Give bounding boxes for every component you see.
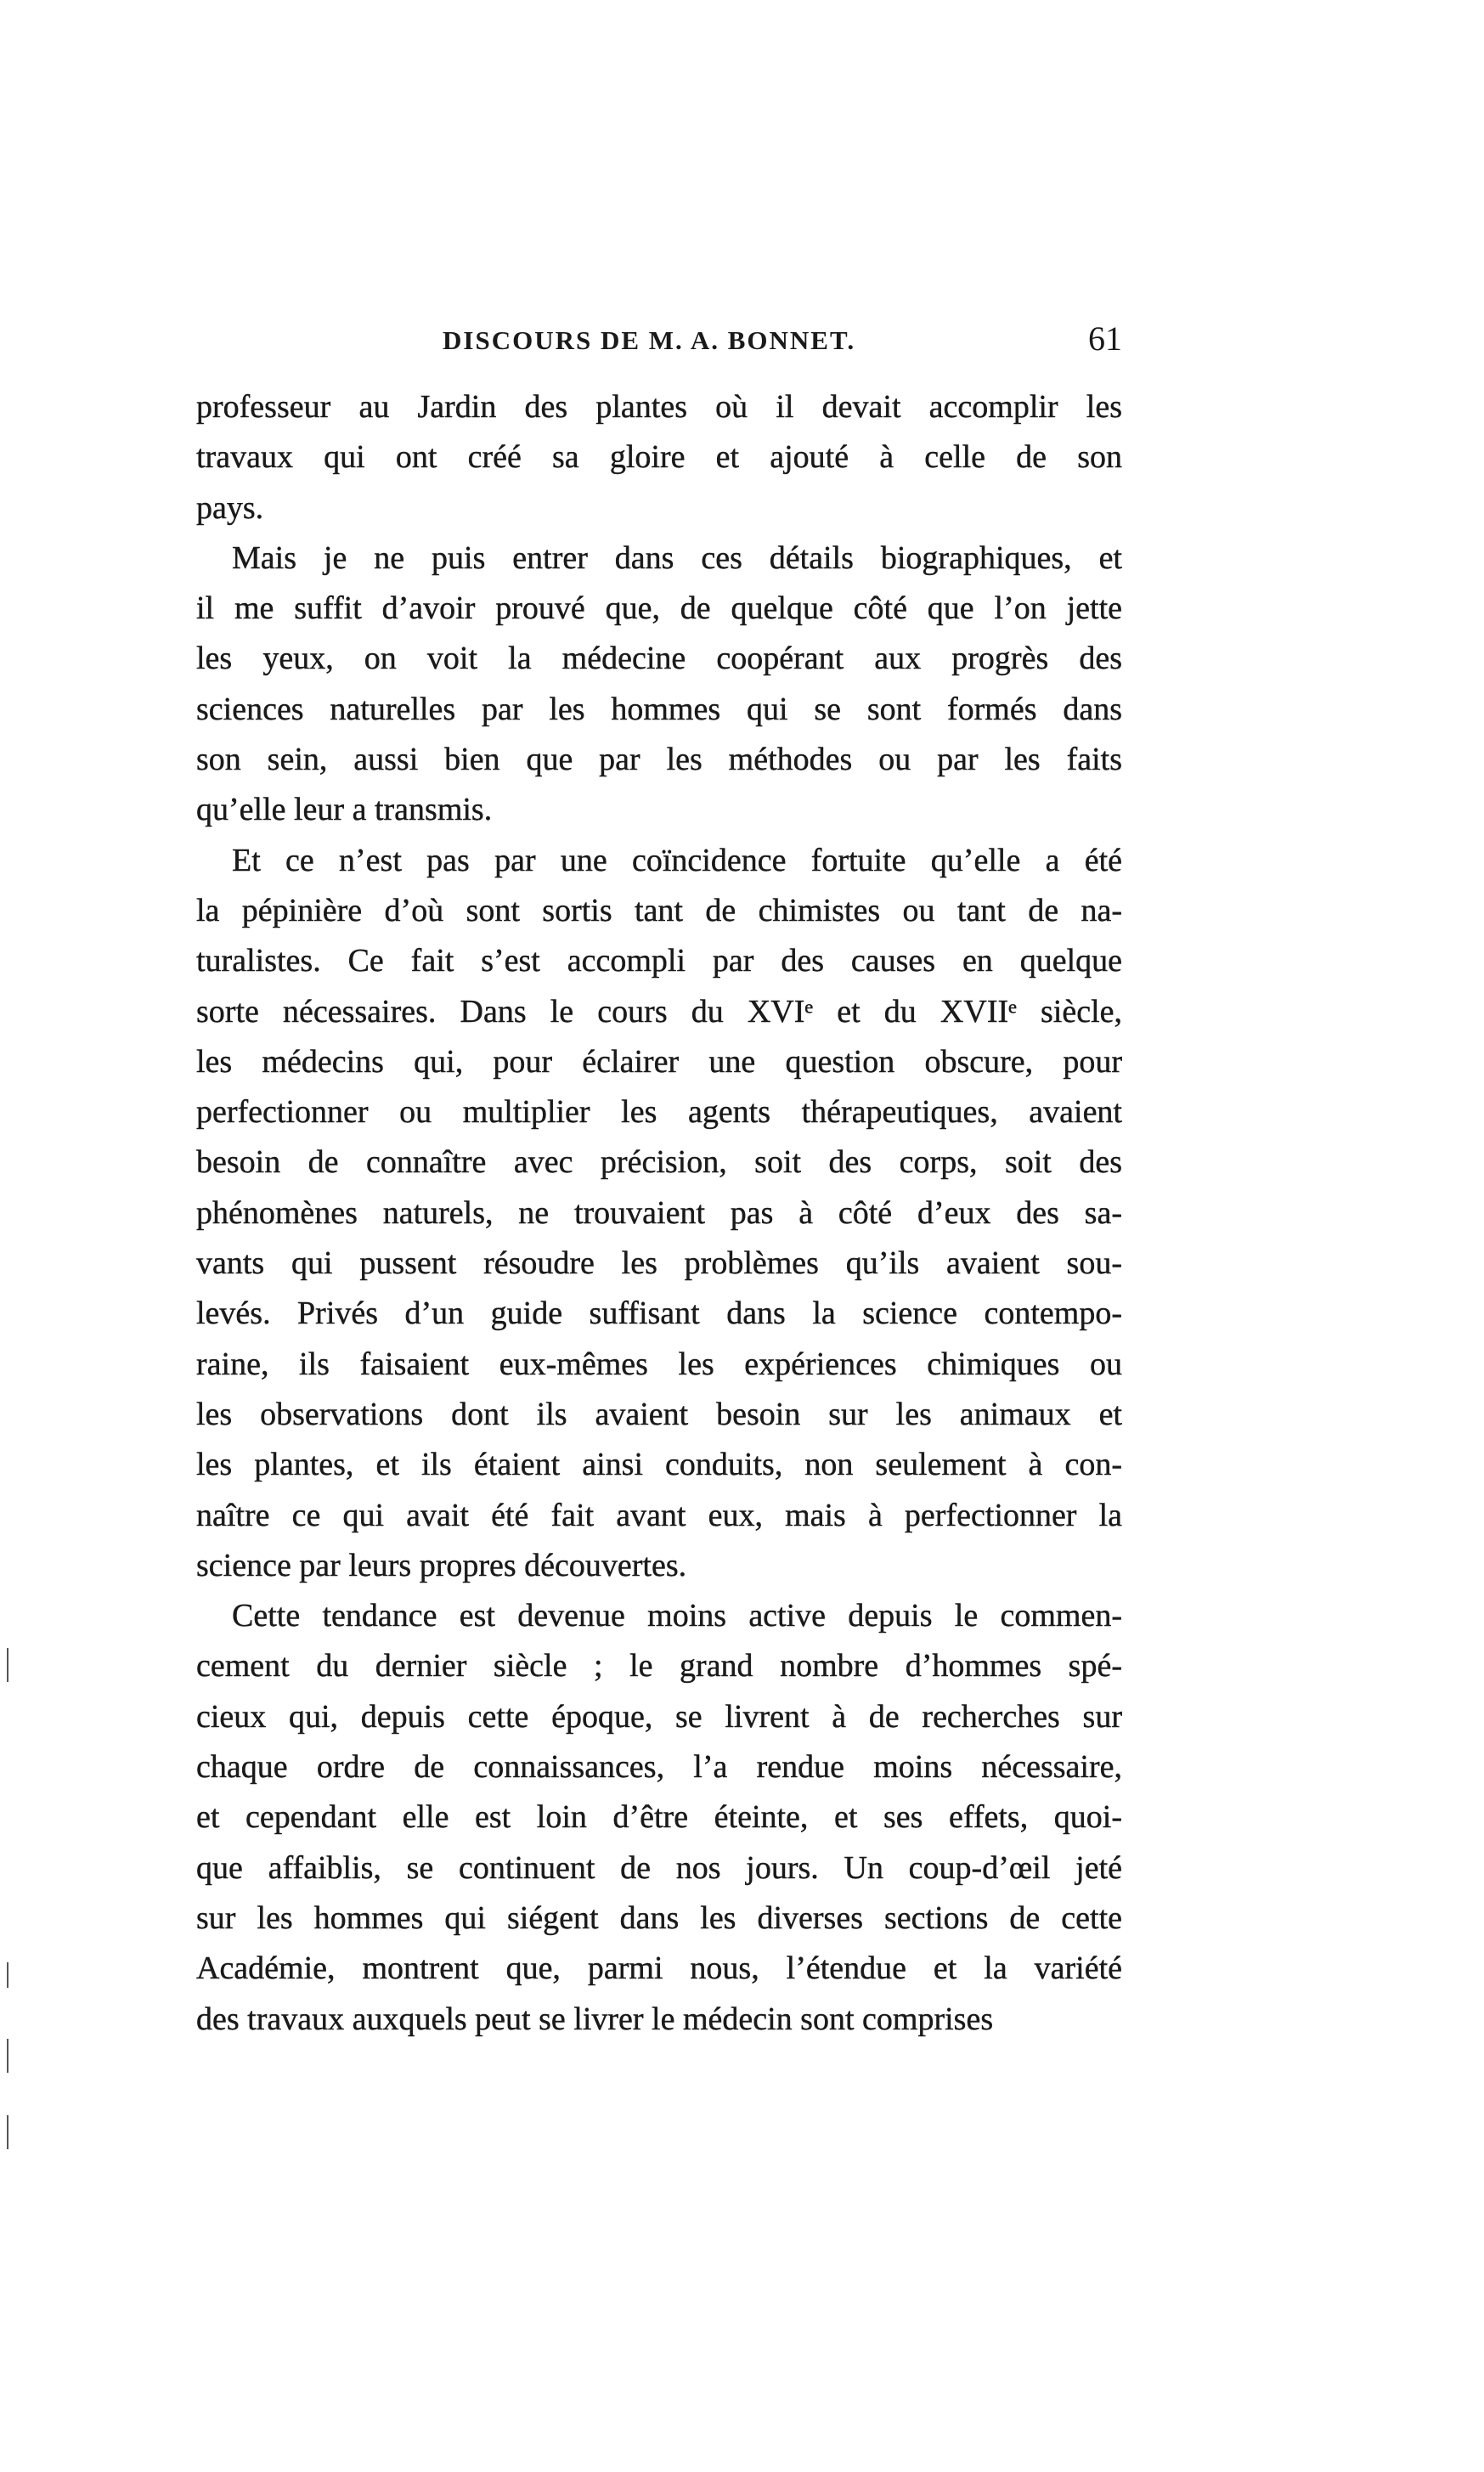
paragraph [196, 836, 1122, 1591]
text-line: Mais je ne puis entrer dans ces détails biographiques, et [232, 539, 1122, 576]
text-line: naître ce qui avait été fait avant eux, mais à perfectionner la [196, 1497, 1122, 1533]
text-line: les yeux, on voit la médecine coopérant aux progrès des [196, 641, 1122, 677]
text-line: et cependant elle est loin d’être éteinte, et ses effets, quoi- [196, 1799, 1122, 1836]
text-line: les médecins qui, pour éclairer une question obscure, pour [196, 1043, 1122, 1080]
body-text [196, 382, 1122, 2045]
text-line: vants qui pussent résoudre les problèmes qu’ils avaient sou- [196, 1245, 1122, 1282]
text-line: sur les hommes qui siégent dans les diverses sections de cette [196, 1899, 1122, 1936]
running-header [196, 319, 1122, 361]
text-line: les observations dont ils avaient besoin sur les animaux et [196, 1396, 1122, 1432]
paragraph [196, 382, 1122, 533]
text-line: cement du dernier siècle ; le grand nombre d’hommes spé- [196, 1648, 1122, 1685]
text-line: cieux qui, depuis cette époque, se livrent à de recherches sur [196, 1698, 1122, 1735]
text-line: Cette tendance est devenue moins active depuis le commen- [232, 1598, 1122, 1634]
paragraph [196, 1591, 1122, 2045]
text-line: sciences naturelles par les hommes qui se sont formés dans [196, 691, 1122, 727]
text-line: des travaux auxquels peut se livrer le médecin sont comprises [196, 2001, 994, 2037]
scan-margin-mark [7, 1648, 8, 1682]
scan-margin-mark [7, 2039, 8, 2073]
text-line: science par leurs propres découvertes. [196, 1547, 687, 1583]
text-line: Académie, montrent que, parmi nous, l’étendue et la variété [196, 1950, 1122, 1987]
page-number: 61 [1088, 319, 1122, 358]
text-line: professeur au Jardin des plantes où il devait accomplir les [196, 389, 1122, 425]
text-line: les plantes, et ils étaient ainsi conduits, non seulement à con- [196, 1447, 1122, 1483]
scan-margin-mark [7, 1962, 8, 1988]
text-line: que affaiblis, se continuent de nos jours. Un coup-d’œil jeté [196, 1849, 1122, 1886]
text-line: turalistes. Ce fait s’est accompli par des causes en quelque [196, 943, 1122, 979]
text-line: Et ce n’est pas par une coïncidence fortuite qu’elle a été [232, 842, 1122, 878]
text-line: phénomènes naturels, ne trouvaient pas à côté d’eux des sa- [196, 1194, 1122, 1231]
text-line: chaque ordre de connaissances, l’a rendue moins nécessaire, [196, 1749, 1122, 1786]
running-title: DISCOURS DE M. A. BONNET. [443, 325, 856, 355]
text-line: sorte nécessaires. Dans le cours du XVIᵉ et du XVIIᵉ siècle, [196, 993, 1122, 1030]
text-line: raine, ils faisaient eux-mêmes les expériences chimiques ou [196, 1346, 1122, 1382]
text-line: besoin de connaître avec précision, soit des corps, soit des [196, 1144, 1122, 1181]
scan-margin-mark [7, 2115, 8, 2149]
text-line: son sein, aussi bien que par les méthodes ou par les faits [196, 742, 1122, 778]
text-line: levés. Privés d’un guide suffisant dans la science contempo- [196, 1295, 1122, 1332]
text-line: pays. [196, 489, 264, 526]
text-line: qu’elle leur a transmis. [196, 792, 493, 828]
text-line: la pépinière d’où sont sortis tant de chimistes ou tant de na- [196, 892, 1122, 928]
paragraph [196, 533, 1122, 836]
text-line: il me suffit d’avoir prouvé que, de quelque côté que l’on jette [196, 590, 1122, 627]
text-line: travaux qui ont créé sa gloire et ajouté à celle de son [196, 439, 1122, 476]
text-line: perfectionner ou multiplier les agents thérapeutiques, avaient [196, 1094, 1122, 1131]
